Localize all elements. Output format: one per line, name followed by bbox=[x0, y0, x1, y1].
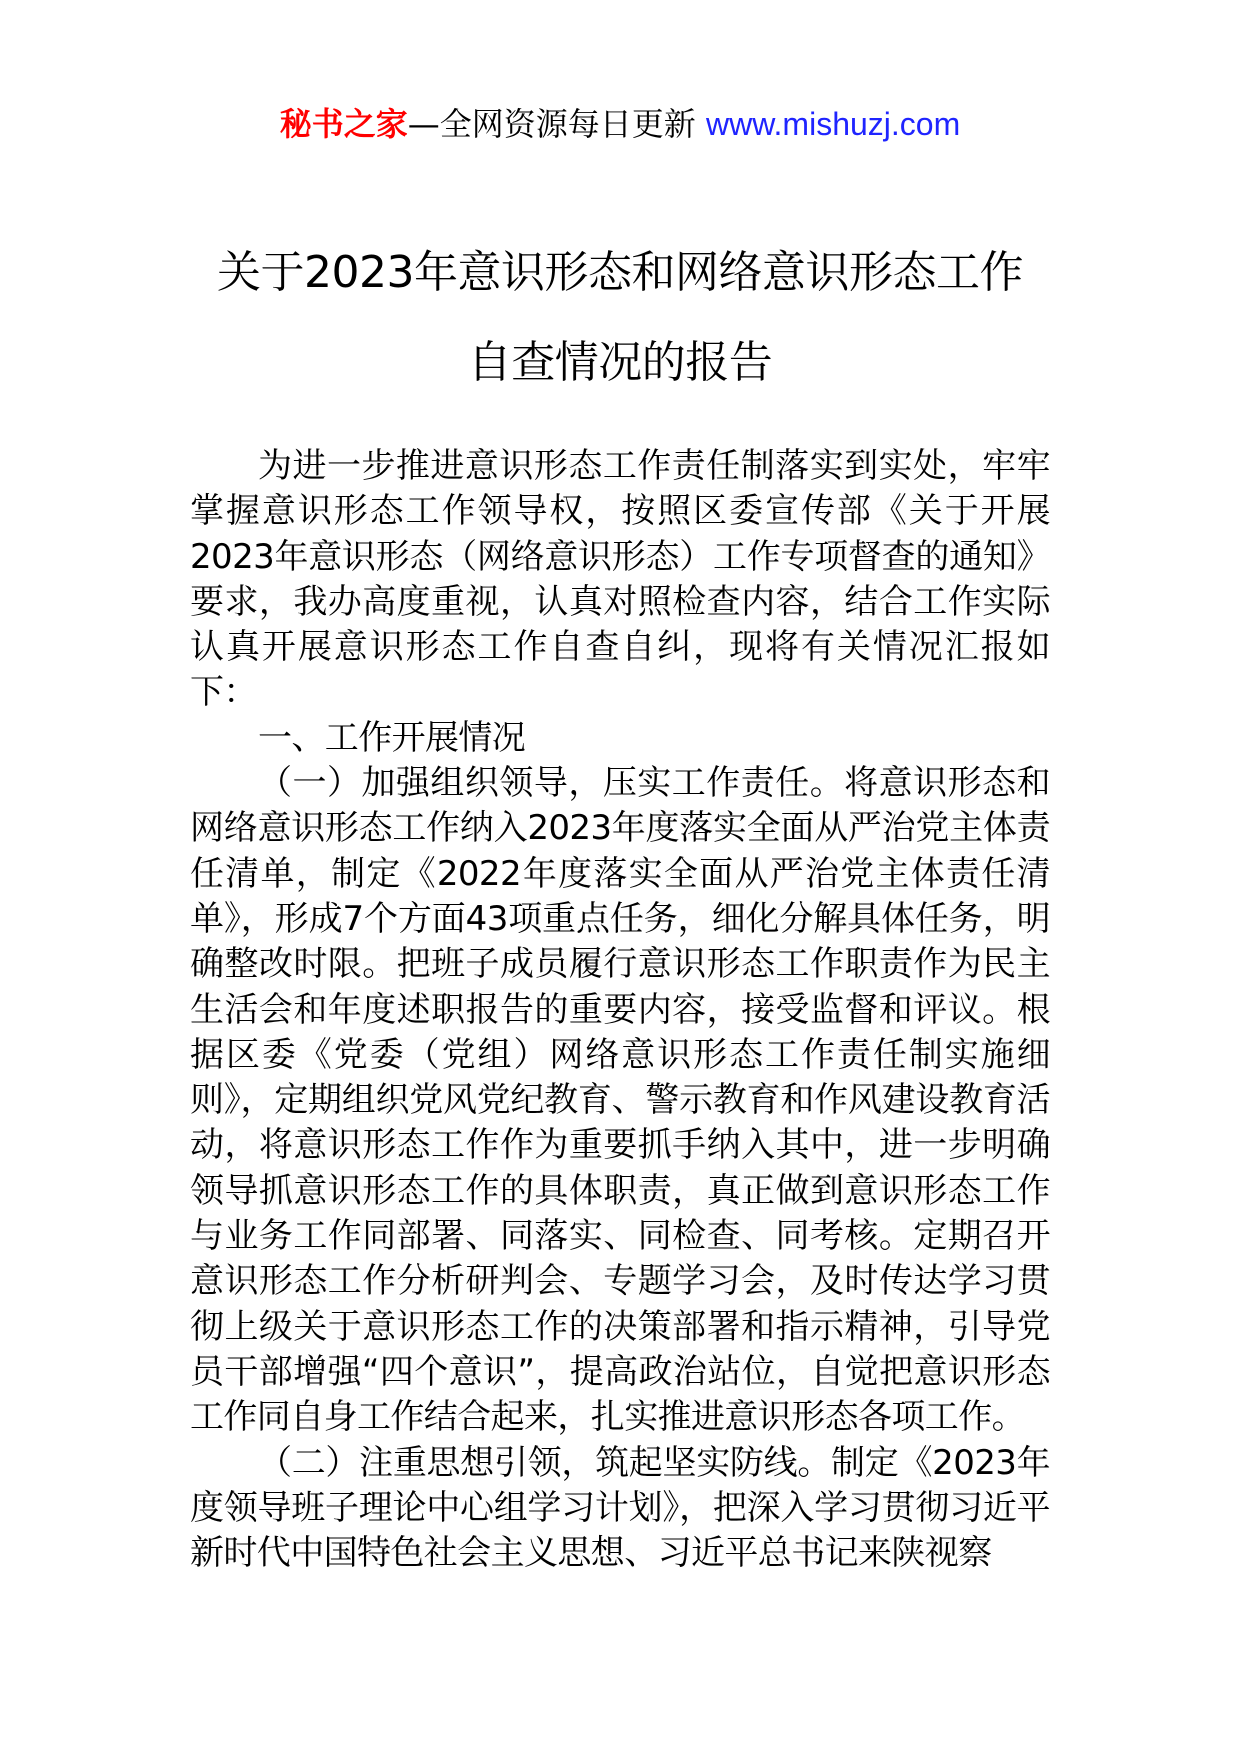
title-line-2: 自查情况的报告 bbox=[467, 337, 773, 388]
title-line-1: 关于2023年意识形态和网络意识形态工作 bbox=[217, 247, 1023, 298]
intro-paragraph: 为进一步推进意识形态工作责任制落实到实处，牢牢掌握意识形态工作领导权，按照区委宣传部《关于开展2023年意识形态（网络意识形态）工作专项督查的通知》要求，我办高度重视，认真对照检查内容，结合工作实际认真开展意识形态工作自查自纠，现将有关情况汇报如下： bbox=[190, 446, 1050, 713]
site-url-link[interactable]: www.mishuzj.com bbox=[705, 106, 961, 142]
paragraph-organization-leadership: （一）加强组织领导，压实工作责任。将意识形态和网络意识形态工作纳入2023年度落实全面从严治党主体责任清单，制定《2022年度落实全面从严治党主体责任清单》，形成7个方面43项重点任务，细化分解具体任务，明确整改时限。把班子成员履行意识形态工作职责作为民主生活会和年度述职报告的重要内容，接受监督和评议。根据区委《党委（党组）网络意识形态工作责任制实施细则》，定期组织党风党纪教育、警示教育和作风建设教育活动，将意识形态工作作为重要抓手纳入其中，进一步明确领导抓意识形态工作的具体职责，真正做到意识形态工作与业务工作同部署、同落实、同检查、同考核。定期召开意识形态工作分析研判会、专题学习会，及时传达学习贯彻上级关于意识形态工作的决策部署和指示精神，引导党员干部增强“四个意识”，提高政治站位，自觉把意识形态工作同自身工作结合起来，扎实推进意识形态各项工作。 bbox=[190, 763, 1050, 1438]
site-header bbox=[0, 100, 1240, 148]
document-body bbox=[190, 444, 1050, 1576]
site-brand: 秘书之家 bbox=[279, 105, 408, 143]
site-tagline: —全网资源每日更新 bbox=[407, 105, 696, 143]
paragraph-ideological-guidance: （二）注重思想引领，筑起坚实防线。制定《2023年度领导班子理论中心组学习计划》，把深入学习贯彻习近平新时代中国特色社会主义思想、习近平总书记来陕视察 bbox=[190, 1442, 1050, 1574]
document-title bbox=[190, 228, 1050, 408]
section-heading-work-progress: 一、工作开展情况 bbox=[258, 717, 526, 758]
